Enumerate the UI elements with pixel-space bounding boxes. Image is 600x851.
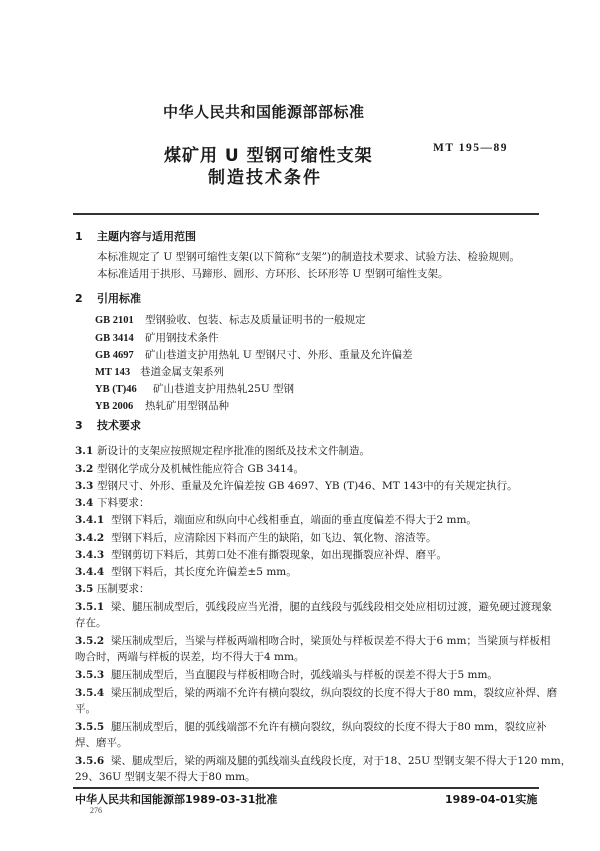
clause-number: 3.5.4 bbox=[75, 687, 105, 699]
clause-number: 3.5.5 bbox=[75, 721, 105, 733]
reference-item bbox=[95, 331, 219, 346]
clause bbox=[75, 565, 297, 579]
clause bbox=[75, 479, 518, 493]
clause-number: 3.2 bbox=[75, 463, 94, 475]
clause-text: 新设计的支架应按照规定程序批准的图纸及技术文件制造。 bbox=[97, 445, 370, 457]
clause-continuation: 29、36U 型钢支架不得大于80 mm。 bbox=[75, 771, 256, 783]
clause-text: 压制要求： bbox=[97, 583, 150, 595]
header-divider bbox=[73, 213, 539, 215]
clause-text: 型钢下料后，其长度允许偏差±5 mm。 bbox=[111, 566, 297, 578]
section-1-paragraph: 本标准适用于拱形、马蹄形、圆形、方环形、长环形等 U 型钢可缩性支架。 bbox=[97, 268, 449, 280]
clause-continuation: 焊、磨平。 bbox=[75, 737, 128, 749]
clause bbox=[75, 634, 550, 648]
section-number: 2 bbox=[75, 292, 83, 305]
clause bbox=[75, 582, 150, 596]
clause-text: 型钢下料后，端面应和纵向中心线相垂直，端面的垂直度偏差不得大于2 mm。 bbox=[111, 514, 477, 526]
reference-name: 巷道金属支架系列 bbox=[140, 366, 224, 378]
clause-text: 下料要求： bbox=[97, 497, 150, 509]
clause bbox=[75, 462, 304, 476]
clause bbox=[75, 686, 557, 700]
clause bbox=[75, 668, 498, 682]
clause bbox=[75, 720, 547, 734]
clause-number: 3.4.1 bbox=[75, 514, 105, 526]
document-title-line2: 制造技术条件 bbox=[208, 168, 322, 188]
reference-item bbox=[95, 313, 366, 328]
clause bbox=[75, 600, 552, 614]
clause-number: 3.1 bbox=[75, 445, 94, 457]
clause-number: 3.3 bbox=[75, 480, 94, 492]
reference-name: 热轧矿用型钢品种 bbox=[145, 400, 229, 412]
section-title: 主题内容与适用范围 bbox=[97, 230, 196, 243]
clause bbox=[75, 754, 571, 768]
reference-item bbox=[95, 365, 224, 380]
reference-code: GB 2101 bbox=[95, 315, 134, 326]
document-title-line1: 煤矿用 U 型钢可缩性支架 bbox=[164, 146, 373, 166]
section-2-heading bbox=[75, 290, 141, 306]
section-number: 3 bbox=[75, 419, 83, 432]
section-title: 技术要求 bbox=[97, 419, 141, 432]
reference-item bbox=[95, 399, 229, 414]
reference-name: 矿用钢技术条件 bbox=[145, 332, 219, 344]
section-1-heading bbox=[75, 228, 196, 244]
clause bbox=[75, 444, 370, 458]
clause-text: 腿压制成型后，当直腿段与样板相吻合时，弧线端头与样板的误差不得大于5 mm。 bbox=[111, 669, 498, 681]
clause-text: 梁压制成型后，梁的两端不允许有横向裂纹，纵向裂纹的长度不得大于80 mm，裂纹应补焊、磨 bbox=[111, 687, 558, 699]
clause-number: 3.5.2 bbox=[75, 635, 105, 647]
clause-text: 型钢剪切下料后，其剪口处不准有撕裂现象，如出现撕裂应补焊、磨平。 bbox=[111, 549, 447, 561]
clause-text: 梁压制成型后，当梁与样板两端相吻合时，梁顶处与样板误差不得大于6 mm；当梁顶与样板相 bbox=[111, 635, 551, 647]
clause-number: 3.5.1 bbox=[75, 601, 105, 613]
clause-continuation: 吻合时，两端与样板的误差，均不得大于4 mm。 bbox=[75, 651, 305, 663]
clause-text: 梁、腿成型后，梁的两端及腿的弧线端头直线段长度，对于18、25U 型钢支架不得大于120 mm， bbox=[111, 755, 572, 767]
reference-name: 型钢验收、包装、标志及质量证明书的一般规定 bbox=[145, 314, 366, 326]
section-3-heading bbox=[75, 417, 141, 433]
reference-code: GB 4697 bbox=[95, 350, 134, 361]
reference-item bbox=[95, 348, 413, 363]
clause-number: 3.5.6 bbox=[75, 755, 105, 767]
clause bbox=[75, 531, 437, 545]
clause-number: 3.4.3 bbox=[75, 549, 105, 561]
clause-number: 3.4.2 bbox=[75, 532, 105, 544]
clause bbox=[75, 513, 477, 527]
clause-number: 3.4 bbox=[75, 497, 94, 509]
section-1-paragraph: 本标准规定了 U 型钢可缩性支架(以下简称“支架”)的制造技术要求、试验方法、检验规则。 bbox=[97, 251, 520, 263]
clause-continuation: 存在。 bbox=[75, 617, 107, 629]
reference-item bbox=[95, 382, 294, 397]
clause-text: 梁、腿压制成型后，弧线段应当光滑，腿的直线段与弧线段相交处应相切过渡，避免硬过渡现象 bbox=[111, 601, 552, 613]
section-title: 引用标准 bbox=[97, 292, 141, 305]
issuing-organization: 中华人民共和国能源部部标准 bbox=[163, 103, 365, 121]
clause bbox=[75, 496, 150, 510]
section-number: 1 bbox=[75, 230, 83, 243]
reference-code: MT 143 bbox=[95, 367, 131, 378]
clause-number: 3.5.3 bbox=[75, 669, 105, 681]
clause-text: 型钢尺寸、外形、重量及允许偏差按 GB 4697、YB (T)46、MT 143中的有关规定执行。 bbox=[97, 480, 518, 492]
clause-continuation: 平。 bbox=[75, 703, 96, 715]
clause bbox=[75, 548, 447, 562]
reference-name: 矿山巷道支护用热轧25U 型钢 bbox=[153, 383, 295, 395]
clause-number: 3.4.4 bbox=[75, 566, 105, 578]
reference-name: 矿山巷道支护用热轧 U 型钢尺寸、外形、重量及允许偏差 bbox=[145, 349, 413, 361]
clause-text: 型钢下料后，应清除因下料而产生的缺陷，如飞边、氧化物、溶渣等。 bbox=[111, 532, 437, 544]
effective-date: 1989-04-01实施 bbox=[445, 793, 538, 806]
reference-code: GB 3414 bbox=[95, 333, 134, 344]
footer-divider bbox=[73, 787, 539, 789]
approval-statement: 中华人民共和国能源部1989-03-31批准 bbox=[75, 793, 278, 806]
page-number: 276 bbox=[90, 806, 102, 815]
reference-code: YB 2006 bbox=[95, 401, 134, 412]
clause-text: 腿压制成型后，腿的弧线端部不允许有横向裂纹，纵向裂纹的长度不得大于80 mm，裂纹应补 bbox=[111, 721, 547, 733]
clause-number: 3.5 bbox=[75, 583, 94, 595]
clause-text: 型钢化学成分及机械性能应符合 GB 3414。 bbox=[97, 463, 305, 475]
reference-code: YB (T)46 bbox=[95, 384, 137, 395]
standard-code: MT 195—89 bbox=[433, 142, 508, 154]
